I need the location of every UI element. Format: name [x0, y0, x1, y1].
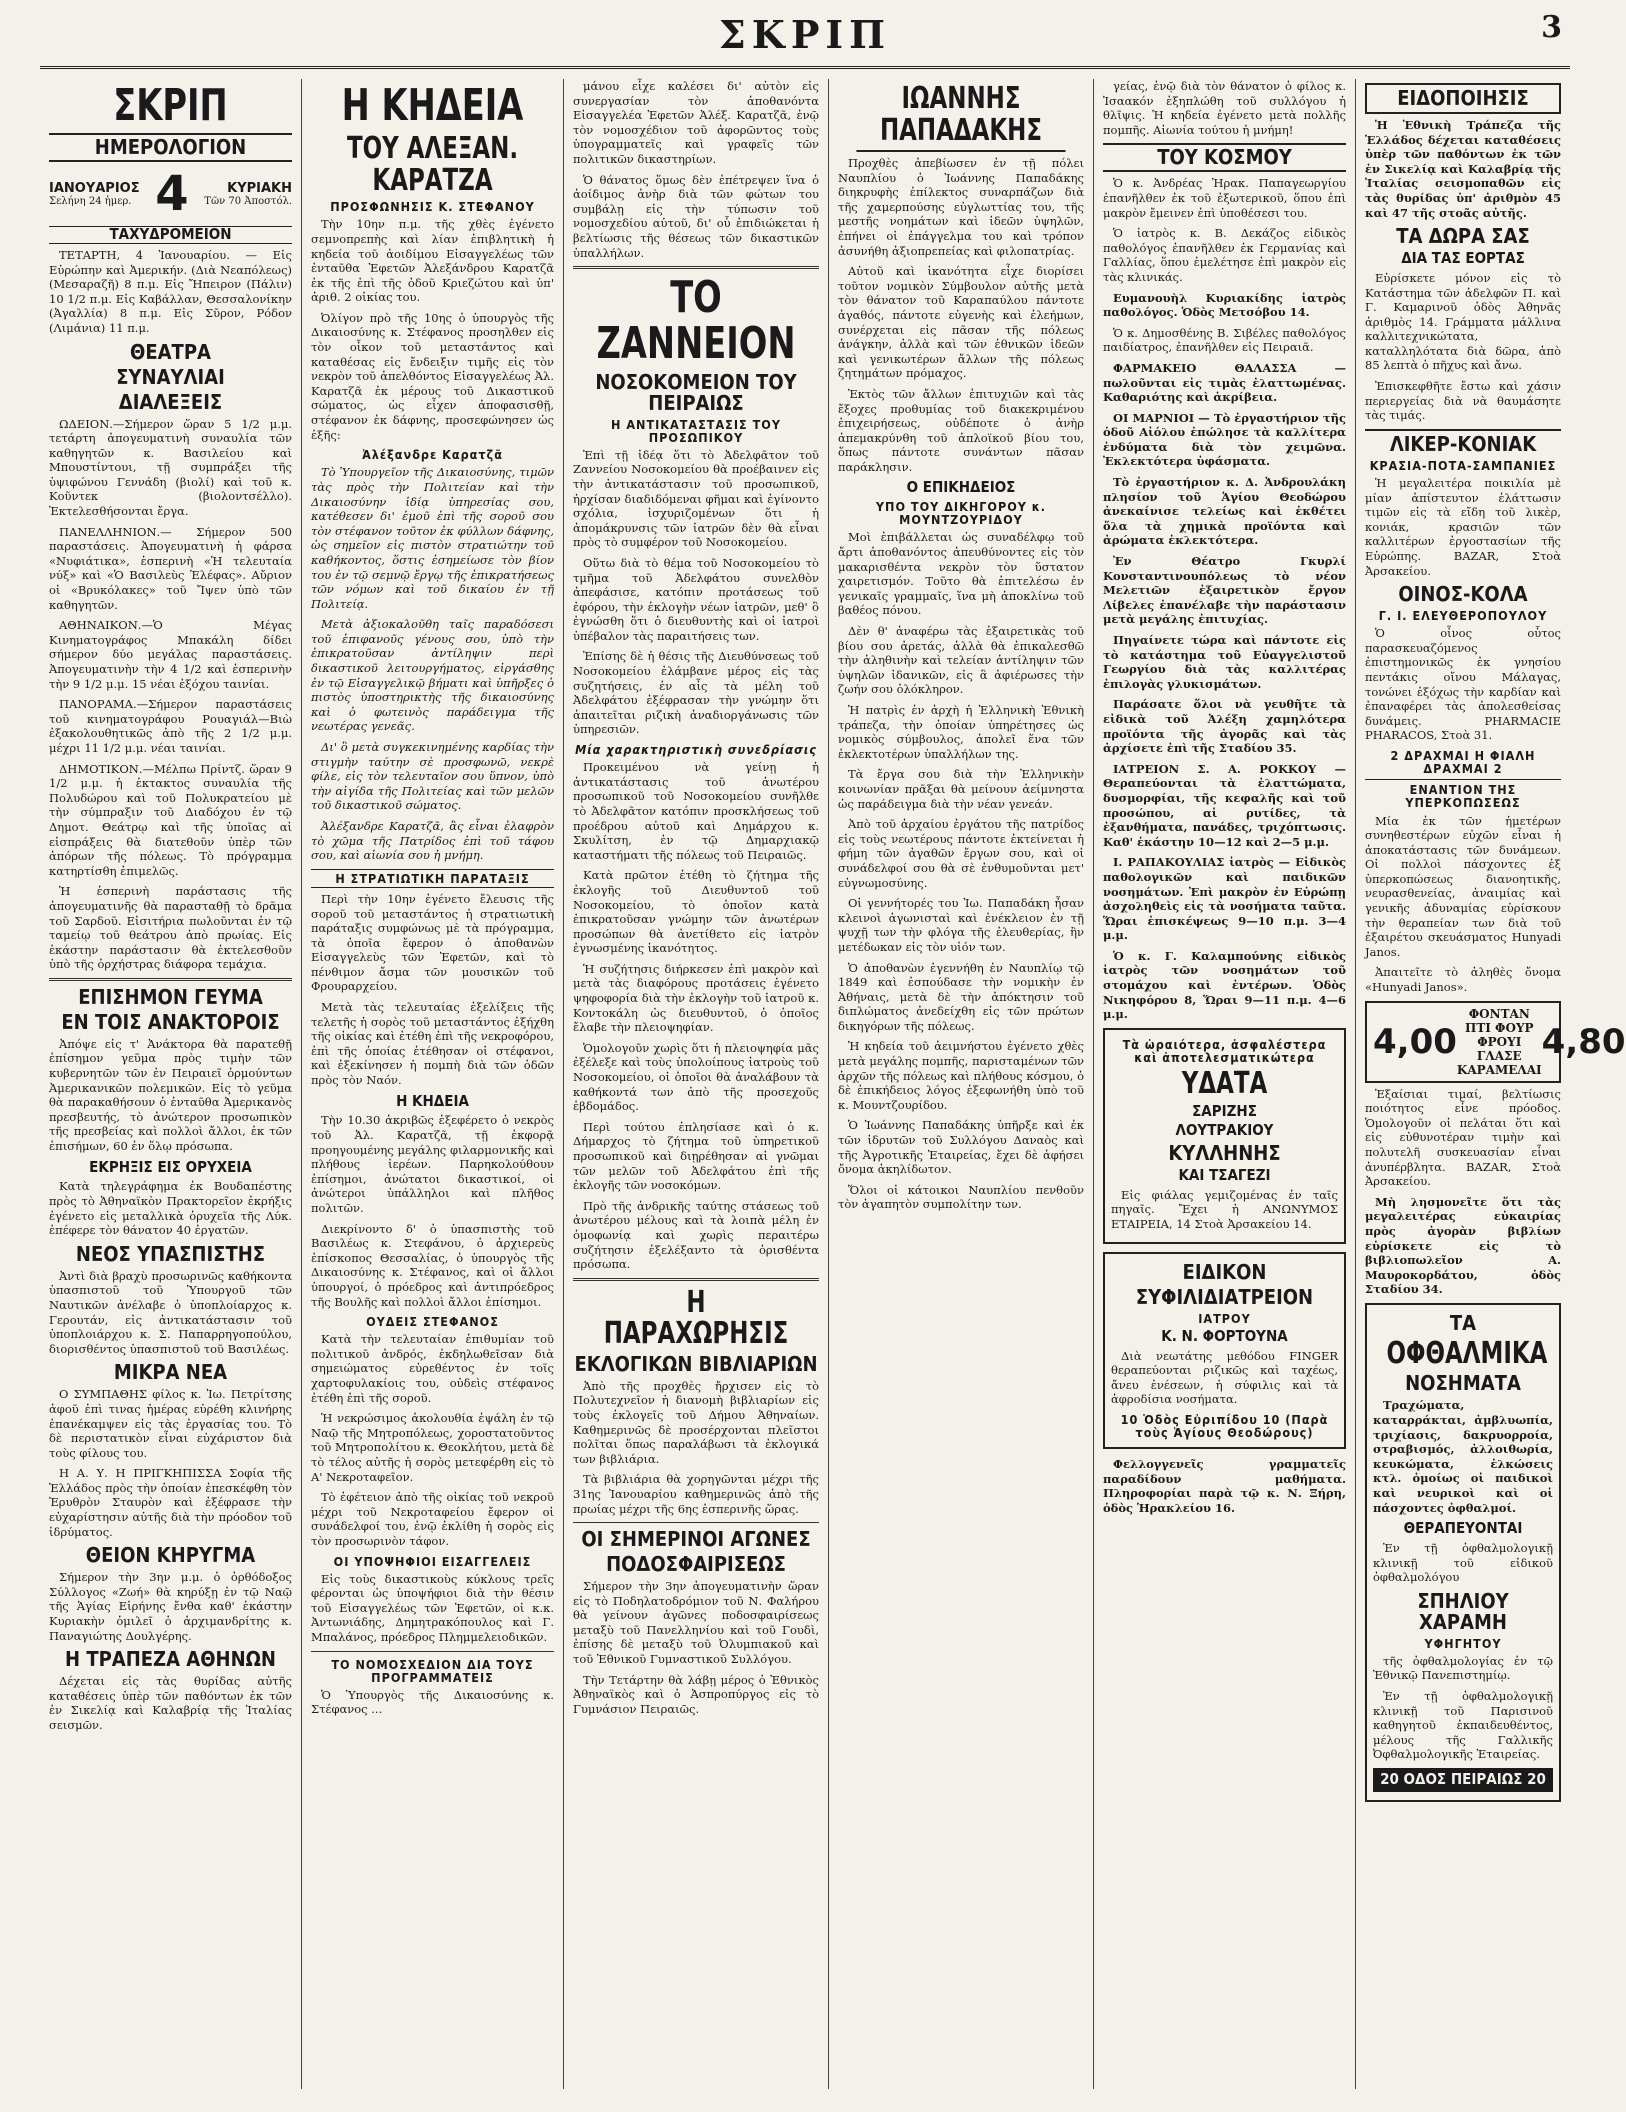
article-text: Η Α. Υ. Η ΠΡΙΓΚΗΠΙΣΣΑ Σοφία τῆς Ἑλλάδος πρὸς τὴν ὁποίαν ἐπεσκέφθη τὸν Ἐρυθρὸν Σταυρὸν καὶ ἐξέφρασε τὴν εὐχαρίστησιν αὐτῆς διὰ τὴν πρόοδον τοῦ ἱδρύματος. [49, 1466, 292, 1539]
dinner-heading: ΕΠΙΣΗΜΟΝ ΓΕΥΜΑ [78, 984, 263, 1009]
article-text: Περὶ τούτου ἐπλησίασε καὶ ὁ κ. Δήμαρχος τὸ ζήτημα τοῦ ὑπηρετικοῦ προσωπικοῦ καὶ διῃρέθησαν αἱ γνῶμαι τῶν μελῶν τοῦ Ἀδελφάτου ἐπὶ τῆς ἐκλογῆς τῶν νοσοκόμων. [573, 1119, 819, 1193]
column-6 [1356, 79, 1626, 2089]
ballots-headline-2: ΕΚΛΟΓΙΚΩΝ ΒΙΒΛΙΑΡΙΩΝ [574, 1351, 818, 1376]
eye-ad-text: Τραχώματα, καταρράκται, ἀμβλυωπία, τριχίασις, δακρυορροία, στραβισμός, ἀλλοιθωρία, κευκώματα, ἐλκώσεις κτλ. ὁμοίως οἱ παιδικοὶ καὶ νευρικοὶ καὶ οἱ πάσχοντες ὀφθαλμοί. [1373, 1398, 1553, 1515]
article-text: Τὸ Ὑπουργεῖον τῆς Δικαιοσύνης, τιμῶν τὰς πρὸς τὴν Πολιτείαν καὶ τὴν Δικαιοσύνην ἰδίᾳ ὑπηρεσίας σου, κατέθεσεν δι' ἐμοῦ ἐπὶ τῆς σοροῦ σου τὸν στέφανον τοῦτον ἐκ φύλλων δάφνης, ὡς σημεῖον εἰς πιστὸν στρατιώτην τοῦ καθήκοντος, ὅστις ἐσημείωσε τὸν βίον του ἐν τῷ σεμνῷ ἔργῳ τῆς ἐπικρατήσεως τῶν νόμων καὶ τοῦ δικαίου ἐν τῇ Πολιτείᾳ. [311, 465, 554, 611]
calendar-moon: Σελήνη 24 ἡμερ. [49, 196, 132, 208]
price-label: ΦΟΝΤΑΝ [1468, 1006, 1530, 1021]
article-text: Ἡ Ἐθνικὴ Τράπεζα τῆς Ἑλλάδος δέχεται καταθέσεις ὑπὲρ τῶν παθόντων ἐκ τῶν ἐν Σικελίᾳ καὶ Καλαβρίᾳ τῆς Ἰταλίας σεισμοπαθῶν εἰς τὰς θυρίδας ὑπ' ἀριθμὸν 45 καὶ 47 τῆς στοᾶς αὐτῆς. [1365, 118, 1561, 220]
clinic-doctor: Κ. Ν. ΦΟΡΤΟΥΝΑ [1161, 1326, 1288, 1345]
article-text: Ὁ ἰατρὸς κ. Β. Δεκάζος εἰδικὸς παθολόγος ἐπανῆλθεν ἐκ Γερμανίας καὶ Γαλλίας, ὅπου ἐμελέτησε ἐπὶ μακρὸν εἰς τὰς κλινικάς. [1103, 226, 1346, 284]
ad-text: Ευμανουὴλ Κυριακίδης ἰατρὸς παθολόγος. Ὁδὸς Μετσόβου 14. [1103, 290, 1346, 320]
clinic-ad [1103, 1252, 1346, 1450]
column-5 [1094, 79, 1356, 2089]
price-label: ΦΡΟΥΙ ΓΛΑΣΕ [1476, 1034, 1522, 1063]
price-labels [1457, 1007, 1542, 1077]
theatre-heading: ΘΕΑΤΡΑ [130, 339, 211, 364]
article-text: Μετὰ τὰς τελευταίας ἐξελίξεις τῆς τελετῆς ἡ σορὸς τοῦ μεταστάντος ἐξήχθη τῆς οἰκίας καὶ ἐτέθη ἐπὶ τῆς νεκροφόρου, ἐπὶ τῆς ὁποίας ἐτέθησαν οἱ στέφανοι, καὶ ἐξεκίνησεν ἡ πομπὴ διὰ τῶν ὁδῶν πρὸς τὸν Ναόν. [311, 1000, 554, 1088]
columns [40, 79, 1626, 2089]
article-text: Ἀλέξανδρε Καρατζᾶ, ἂς εἶναι ἐλαφρὸν τὸ χῶμα τῆς Πατρίδος ἐπὶ τοῦ τάφου σου, καὶ αἰωνία σου ἡ μνήμη. [311, 819, 554, 863]
article-text: Ὀλίγον πρὸ τῆς 10ης ὁ ὑπουργὸς τῆς Δικαιοσύνης κ. Στέφανος προσηλθεν εἰς τὸν οἶκον τοῦ μεταστάντος καὶ καταθέσας εἰς ἔνδειξιν τιμῆς εἰς τὸν νεκρὸν τοῦ ἀπελθόντος Εἰσαγγελέως Ἀλ. Καρατζᾶ ἐκ μέρους τοῦ Δικαστικοῦ σώματος, ὡς εἶχεν ἀποφασισθῇ, στέφανον ἐκ δάφνης, προσεφώνησεν ὡς ἑξῆς: [311, 310, 554, 442]
article-text: Ἀπαιτεῖτε τὸ ἀληθὲς ὄνομα «Hunyadi Janos». [1365, 965, 1561, 995]
article-text: Ἡ ἑσπερινὴ παράστασις τῆς ἀπογευματινῆς θὰ παρασταθῇ τὸ δρᾶμα τοῦ Σαρδοῦ. Εἰσιτήρια πωλοῦνται ἐν τῷ ταμείῳ τοῦ θεάτρου ἀπὸ πρωίας. Εἰς ἑκάστην παράστασιν θὰ ἐκτελεσθοῦν ὑπὸ τῆς ὀρχήστρας διάφορα τεμάχια. [49, 884, 292, 972]
article-text: Αὐτοῦ καὶ ἱκανότητα εἶχε διορίσει τοῦτον νομικὸν Σύμβουλον αὐτῆς μετὰ τὸν θάνατον τοῦ Καραπαύλου πάντοτε ἀγαθός, πάντοτε εὐγενὴς καὶ ἐλεήμων, συνέρχεται εἰς πᾶσαν τῆς πόλεως ἀνάγκην, ἀλλὰ καὶ τῶν ἐθνικῶν ἰδεῶν καὶ γενικωτέρων ἄλλων τῆς πόλεως ζητημάτων πρόμαχος. [838, 264, 1084, 381]
article-text: Δὲν θ' ἀναφέρω τὰς ἐξαιρετικὰς τοῦ βίου σου ἀρετάς, ἀλλὰ θὰ ἐπικαλεσθῶ τὴν ἀληθινὴν καὶ τελείαν ἀντίληψιν τῶν ὑψηλῶν ἰδανικῶν, εἰς ἃ ἀφιέρωσες τὴν ζωήν σου ὁλόκληρον. [838, 624, 1084, 697]
article-text: Μία ἐκ τῶν ἡμετέρων συνηθεστέρων εὐχῶν εἶναι ἡ ἀποκατάστασις τῶν δυνάμεων. Οἱ πολλοὶ πάσχοντες ἐξ ὑπερκοπώσεως διανοητικῆς, νευρασθενείας, ἀναιμίας καὶ γενικῆς ἀδυναμίας εὑρίσκουν τὴν θεραπείαν των διὰ τοῦ ἐξαιρέτου σκευάσματος Hunyadi Janos. [1365, 813, 1561, 959]
article-text: Τὴν Τετάρτην θὰ λάβῃ μέρος ὁ Ἐθνικὸς Ἀθηναϊκὸς καὶ ὁ Ἀσπροπύργος εἰς τὸ Γυμνάσιον Πειραιῶς. [573, 1672, 819, 1716]
hospital-headline: ΤΟ ΖΑΝΝΕΙΟΝ [596, 272, 796, 370]
hospital-subheadline: Η ΑΝΤΙΚΑΤΑΣΤΑΣΙΣ ΤΟΥ ΠΡΟΣΩΠΙΚΟΥ [611, 416, 781, 445]
column-1 [40, 79, 302, 2089]
ad-text: Πηγαίνετε τώρα καὶ πάντοτε εἰς τὸ κατάστημα τοῦ Εὐαγγελιστοῦ Γεωργίου διὰ τὰς καλλιτέρας ἐπιλογὰς γλυκισμάτων. [1103, 633, 1346, 691]
news-heading: ΜΙΚΡΑ ΝΕΑ [113, 1360, 228, 1385]
article-text: Ὁ κ. Δημοσθένης Β. Σιβέλες παθολόγος παιδίατρος, ἐπανῆλθεν εἰς Πειραιᾶ. [1103, 325, 1346, 355]
article-text: Περὶ τὴν 10ην ἐγένετο ἔλευσις τῆς σοροῦ τοῦ μεταστάντος ἡ στρατιωτικὴ παράταξις συμφώνως μὲ τὰ πρόγραμμα, τὰ ὁποῖα ἔφερον ὁ ἀποθανὼν Εἰσαγγελεὺς τῶν Ἐφετῶν, καὶ τὸ πένθιμον ἄσμα τῶν μουσικῶν τοῦ Φρουραρχείου. [311, 891, 554, 994]
column-2 [302, 79, 564, 2089]
article-text: Προκειμένου νὰ γείνῃ ἡ ἀντικατάστασις τοῦ ἀνωτέρου προσωπικοῦ τοῦ Νοσοκομείου συνῆλθε τὸ Ἀδελφᾶτον κατόπιν προσκλήσεως τοῦ προέδρου αὐτοῦ καὶ Δημάρχου κ. Σκυλίτση, ἐν τῷ Δημαρχιακῷ καταστήματι τῆς πόλεως τοῦ Πειραιῶς. [573, 760, 819, 862]
price-label: ΠΤΙ ΦΟΥΡ [1464, 1020, 1534, 1035]
liqueur-subheading: ΚΡΑΣΙΑ-ΠΟΤΑ-ΣΑΜΠΑΝΙΕΣ [1369, 457, 1557, 473]
article-text: Ἡ κηδεία τοῦ ἀειμνήστου ἐγένετο χθὲς μετὰ μεγάλης πομπῆς, παρισταμένων τῶν ἀρχῶν τῆς πόλεως καὶ πλήθους κόσμου, ὁ δὲ ἐπικήδειος λόγος ἐξεφωνήθη ὑπὸ τοῦ κ. Μουντζουρίδου. [838, 1039, 1084, 1112]
eye-ad-heading: ΤΑ [1449, 1310, 1477, 1335]
article-text: γείας, ἐνῷ διὰ τὸν θάνατον ὁ φίλος κ. Ἰσαακόν ἐξηπλώθη τοῦ συλλόγου ἡ θλῖψις. Ἡ κηδεία ἐγένετο μετὰ πολλῆς πομπῆς. Αἰωνία τούτου ἡ μνήμη! [1103, 79, 1346, 137]
eye-ad-address: 20 ΟΔΟΣ ΠΕΙΡΑΙΩΣ 20 [1373, 1768, 1553, 1792]
clinic-address: 10 Ὁδὸς Εὐριπίδου 10 (Παρὰ τοὺς Ἁγίους Θεοδώρους) [1120, 1411, 1329, 1440]
article-text: ΩΔΕΙΟΝ.—Σήμερον ὥραν 5 1/2 μ.μ. τετάρτη ἀπογευματινὴ συναυλία τῶν καθηγητῶν κ. Βασιλείου καὶ Μπουστίντουι, τῇ συμπράξει τῆς ὑψιφώνου Γεννάδη (βιολί) καὶ τοῦ κ. Κοῦντεκ (βιολοντσέλλο). Ἐκτελεσθήσονται ἔργα. [49, 416, 292, 519]
article-text: ΠΑΝΕΛΛΗΝΙΟΝ.— Σήμερον 500 παραστάσεις. Ἀπογευματινὴ ἡ φάρσα «Νυφιάτικα», ἑσπερινὴ «Ἡ τελευταία νύξ» καὶ «Ὁ Βασιλεὺς Ἐλέφας». Αὔριον οἱ «Βρυκόλακες» τοῦ Ἴψεν ὑπὸ τῶν καθηγητῶν. [49, 524, 292, 612]
waters-name: ΚΑΙ ΤΣΑΓΕΖΙ [1178, 1166, 1271, 1185]
dinner-heading-2: ΕΝ ΤΟΙΣ ΑΝΑΚΤΟΡΟΙΣ [61, 1009, 280, 1034]
article-text: Ὅλοι οἱ κάτοικοι Ναυπλίου πενθοῦν τὸν ἀγαπητὸν συμπολίτην των. [838, 1182, 1084, 1212]
funeral-subheadline: ΠΡΟΣΦΩΝΗΣΙΣ Κ. ΣΤΕΦΑΝΟΥ [330, 199, 535, 215]
lectures-heading: ΔΙΑΛΕΞΕΙΣ [118, 389, 223, 414]
obituary-headline: ΙΩΑΝΝΗΣ ΠΑΠΑΔΑΚΗΣ [856, 83, 1065, 152]
article-text: Πρὸ τῆς ἀνδρικῆς ταύτης στάσεως τοῦ ἀνωτέρου μέλους καὶ τὰ λοιπὰ μέλη ἐν ὁμοφωνίᾳ καὶ χωρὶς περαιτέρω συζήτησιν ἐξελέξαντο τὰ ὁρισθέντα πρόσωπα. [573, 1198, 819, 1272]
eye-ad-text: Ἐν τῇ ὀφθαλμολογικῇ κλινικῇ τοῦ Παρισινοῦ καθηγητοῦ ἐκπαιδευθέντος, μέλους τῆς Γαλλικῆς Ὀφθαλμολογικῆς Ἑταιρείας. [1373, 1689, 1553, 1762]
page-number: 3 [1541, 10, 1562, 45]
article-text: Ἐπίσης δὲ ἡ θέσις τῆς Διευθύνσεως τοῦ Νοσοκομείου ἐλάμβανε μέρος εἰς τὰς συζητήσεις, ἐν αἷς τὰ μέλη τοῦ Ἀδελφάτου ἐξέφρασαν τὴν γνώμην ὅτι ἀπαιτεῖται ριζικὴ ἀναδιοργάνωσις τῶν ὑπηρεσιῶν. [573, 649, 819, 737]
article-text: Σήμερον τὴν 3ην μ.μ. ὁ ὀρθόδοξος Σύλλογος «Ζωή» θὰ κηρύξῃ ἐν τῷ Ναῷ τῆς Ἁγίας Εἰρήνης ἔνθα καθ' ἑκάστην Κυριακὴν ὁμιλεῖ ὁ ἀρχιμανδρίτης κ. Παναγιώτης Δουλγέρης. [49, 1570, 292, 1643]
divider [573, 1278, 819, 1281]
ad-text: ΟΙ ΜΑΡΝΙΟΙ — Τὸ ἐργαστήριον τῆς ὁδοῦ Αἰόλου ἐπώλησε τὰ καλλίτερα ἐνδύματα διὰ τὸν χειμῶνα. Ἐκλεκτότερα ὑφάσματα. [1103, 410, 1346, 469]
mine-heading: ΕΚΡΗΞΙΣ ΕΙΣ ΟΡΥΧΕΙΑ [89, 1157, 252, 1176]
price-left: 4,00 [1373, 1021, 1457, 1062]
bank-heading: Η ΤΡΑΠΕΖΑ ΑΘΗΝΩΝ [65, 1647, 276, 1672]
eye-ad-text: τῆς ὀφθαλμολογίας ἐν τῷ Ἐθνικῷ Πανεπιστημίῳ. [1373, 1653, 1553, 1683]
article-text: Οὕτω διὰ τὸ θέμα τοῦ Νοσοκομείου τὸ τμῆμα τοῦ Ἀδελφάτου συνελθὸν ἀπεφάσισε, κατόπιν προτάσεως τοῦ ἐφόρου, τὴν ἐκλογὴν νέων ἰατρῶν, μεθ' ὃ ἐγνώσθη ὅτι ὁ διευθυντὴς καὶ οἱ ἰατροὶ ὑπέβαλον τὰς παραιτήσεις των. [573, 555, 819, 643]
article-text: Ὁ οἶνος οὗτος παρασκευαζόμενος ἐπιστημονικῶς ἐκ γνησίου πεντάκις οἴνου Μάλαγας, τονώνει ἐξόχως τὴν καρδίαν καὶ ἐπαναφέρει τὰς ἀπολεσθείσας δυνάμεις. PHARMACIE PHARACOS, Στοὰ 31. [1365, 626, 1561, 743]
article-text: Ἀντὶ διὰ βραχὺ προσωρινῶς καθήκοντα ὑπασπιστοῦ τοῦ Ὑπουργοῦ τῶν Ναυτικῶν ἀνέλαβε ὁ ὑποπλοίαρχος κ. Γερουτάν, εἰς ἀντικατάστασιν τοῦ ὑποπλοιάρχου κ. Σ. Παπαρρηγοπούλου, διορισθέντος ὑπασπιστοῦ τοῦ Βασιλέως. [49, 1268, 292, 1356]
article-text: Εἰς τοὺς δικαστικοὺς κύκλους τρεῖς φέρονται ὡς ὑποψήφιοι διὰ τὴν θέσιν τοῦ Εἰσαγγελέως τῶν Ἐφετῶν, οἱ κ.κ. Ἀντωνιάδης, Δημητρακόπουλος καὶ Γ. Μπαλάνος, πρόεδρος Πλημμελειοδικῶν. [311, 1571, 554, 1645]
article-text: Ὁ Ἰωάννης Παπαδάκης ὑπῆρξε καὶ ἐκ τῶν ἱδρυτῶν τοῦ Συλλόγου Δαναὸς καὶ τῆς Ἀγροτικῆς Ἑταιρείας, ἔχει δὲ ἀφήσει ὄνομα ἀκηλίδωτον. [838, 1118, 1084, 1177]
ad-text: Παράσατε ὅλοι νὰ γευθῆτε τὰ εἰδικὰ τοῦ Ἀλέξη χαμηλότερα προϊόντα τῆς ἀγορᾶς καὶ τὰς ἀρχίσετε ἐπὶ τῆς Σταδίου 35. [1103, 697, 1346, 756]
meeting-subheading: Μία χαρακτηριστικὴ συνεδρίασις [575, 742, 817, 758]
article-text: Κατὰ πρῶτον ἐτέθη τὸ ζήτημα τῆς ἐκλογῆς τοῦ Διευθυντοῦ τοῦ Νοσοκομείου, τὸ ὁποῖον κατὰ ἐπικρατοῦσαν γνώμην τῶν ἀνωτέρων προσώπων θὰ ἀνετίθετο εἰς ἰατρὸν ἐγνωσμένης ἱκανότητος. [573, 868, 819, 956]
ad-text: ΙΑΤΡΕΙΟΝ Σ. Α. ΡΟΚΚΟΥ — Θεραπεύονται τὰ ἐλαττώματα, δυσμορφίαι, τῆς κεφαλῆς καὶ τοῦ προσώπου, αἱ ρυτίδες, τὰ ἐξανθήματα, πανάδες, τριχόπτωσις. Καθ' ἑκάστην 10—12 καὶ 2—5 μ.μ. [1103, 761, 1346, 849]
article-text: Ὁ θάνατος ὅμως δὲν ἐπέτρεψεν ἵνα ὁ ἀοίδιμος ἀνὴρ διὰ τῶν φώτων του συμβάλῃ εἰς τὴν τύπωσιν τοῦ νομοσχεδίου αὐτοῦ, δι' οὗ ἐπιδιώκεται ἡ βελτίωσις τῆς θέσεως τῶν δικαστικῶν ὑπαλλήλων. [573, 172, 819, 260]
divider [573, 1522, 819, 1523]
gifts-heading: ΤΑ ΔΩΡΑ ΣΑΣ [1396, 224, 1530, 249]
waters-name: ΛΟΥΤΡΑΚΙΟΥ [1175, 1121, 1274, 1140]
article-text: Ἐπισκεφθῆτε ἔστω καὶ χάσιν περιεργείας διὰ νὰ θαυμάσητε τὰς τιμάς. [1365, 379, 1561, 423]
clinic-text: Διὰ νεωτάτης μεθόδου FINGER θεραπεύονται ριζικῶς καὶ ταχέως, ἄνευ ἐνέσεων, ἡ σύφιλις καὶ τὰ ἀφροδίσια νοσήματα. [1111, 1348, 1338, 1407]
gifts-subheading: ΔΙΑ ΤΑΣ ΕΟΡΤΑΣ [1401, 249, 1525, 268]
ad-text: Ἐν Θέατρο Γκυρλί Κονσταντινουπόλεως τὸ νέον Μελετιῶν ἐξαιρετικὸν ἔργον Λίβελες ἐπανέλαβε τὴν παράστασιν μετὰ μεγάλης ἐπιτυχίας. [1103, 554, 1346, 627]
funeral-headline-2: ΤΟΥ ΑΛΕΞΑΝ. ΚΑΡΑΤΖΑ [346, 131, 519, 198]
bill-heading: ΤΟ ΝΟΜΟΣΧΕΔΙΟΝ ΔΙΑ ΤΟΥΣ ΠΡΟΓΡΑΜΜΑΤΕΙΣ [331, 1656, 534, 1685]
sweets-ad [1365, 1001, 1626, 1083]
football-headline-2: ΠΟΔΟΣΦΑΙΡΙΣΕΩΣ [606, 1552, 786, 1577]
article-text: Μοὶ ἐπιβάλλεται ὡς συναδέλφῳ τοῦ ἄρτι ἀποθανόντος ἀπευθύνοντες εἰς τὸν μακαρισθέντα νεκρὸν τὸν ὕστατον χαιρετισμόν. Τοῦτο θὰ ἐπιτελέσω ἐν γενικαῖς γραμμαῖς, ἵνα μὴ ἀποκλίνω τοῦ βαθέος πόνου. [838, 530, 1084, 618]
article-text: Ἐπὶ τῇ ἰδέᾳ ὅτι τὸ Ἀδελφᾶτον τοῦ Ζαννείου Νοσοκομείου θὰ προέβαινεν εἰς τὴν ἀντικατάστασιν τοῦ προσωπικοῦ, ἠρχίσαν διαδιδόμεναι φῆμαι καὶ ἐγίνοντο σχόλια, ἰσχυριζομένων ὅτι ἡ ἀπομάκρυνσις τῶν ἰατρῶν δὲν θὰ εἶναι πρὸς τὸ συμφέρον τοῦ Νοσοκομείου. [573, 447, 819, 550]
article-text: Μετὰ ἀξιοκαλοῦθη ταῖς παραδόσεσι τοῦ ἐπιφανοῦς γένους σου, ὑπὸ τὴν ἐπικρατοῦσαν ἀντίληψιν περὶ δικαστικοῦ λειτουργήματος, εἰργάσθης ἐν τῷ Εἰσαγγελικῷ βήματι καὶ ὑπῆρξες ὁ πιστὸς ὑποστηρικτὴς τῆς δικαιοσύνης καὶ ὁ φωτεινὸς παράδειγμα τῆς νεωτέρας γενεᾶς. [311, 617, 554, 734]
column-3 [564, 79, 829, 2089]
liqueur-heading: ΛΙΚΕΡ-ΚΟΝΙΑΚ [1365, 429, 1561, 455]
article-text: Ὁ κ. Ἀνδρέας Ἠρακ. Παπαγεωργίου ἐπανῆλθεν ἐκ τοῦ ἐξωτερικοῦ, ὅπου ἐπὶ μακρὸν ἔμεινεν ἐπὶ ὑποθέσεσι του. [1103, 176, 1346, 220]
calendar-month: ΙΑΝΟΥΑΡΙΟΣ [49, 181, 140, 197]
wine-subheading: Γ. Ι. ΕΛΕΥΘΕΡΟΠΟΥΛΟΥ [1378, 608, 1548, 624]
clinic-heading-2: ΣΥΦΙΛΙΔΙΑΤΡΕΙΟΝ [1135, 1284, 1314, 1309]
article-text: μάνου εἶχε καλέσει δι' αὐτὸν εἰς συνεργασίαν τὸν ἀποθανόντα Εἰσαγγελέα Ἐφετῶν Ἀλέξ. Καρατζᾶ, ἐνῷ τὸν νομοσχέδιον τοῦ ἀφορῶντος τοὺς ὑπογραμματεῖς καὶ γραφεῖς τῶν πολιτικῶν δικαστηρίων. [573, 79, 819, 166]
no-wreath-heading: ΟΥΔΕΙΣ ΣΤΕΦΑΝΟΣ [366, 1314, 499, 1330]
wine-heading: ΟΙΝΟΣ-ΚΟΛΑ [1398, 582, 1528, 607]
waters-lead: Τὰ ὡραιότερα, ἀσφαλέστερα καὶ ἀποτελεσματικώτερα [1122, 1036, 1327, 1065]
clinic-subheading: ΙΑΤΡΟΥ [1198, 1310, 1251, 1326]
article-text: Εὑρίσκετε μόνον εἰς τὸ Κατάστημα τῶν ἀδελφῶν Π. καὶ Γ. Καμαρινοῦ ὁδὸς Ἀθηνᾶς ἀριθμὸς 14. Γράμματα μάλλινα καλλιτεχνικώτατα, καταλληλότατα διὰ δῶρα, ἀπὸ 85 λεπτὰ ὁ πῆχυς καὶ ἄνω. [1365, 270, 1561, 373]
article-text: Ο ΣΥΜΠΑΘΗΣ φίλος κ. Ἰω. Πετρίτσης ἀφοῦ ἐπὶ τινας ἡμέρας εὑρέθη κλινήρης ἐπανέκαμψεν εἰς τὰς ἐργασίας του. Τὸ δὲ περιστατικὸν εἶναι εὐχάριστον διὰ τοὺς φίλους του. [49, 1387, 292, 1460]
concerts-heading: ΣΥΝΑΥΛΙΑΙ [116, 364, 225, 389]
football-headline: ΟΙ ΣΗΜΕΡΙΝΟΙ ΑΓΩΝΕΣ [581, 1527, 811, 1552]
column-title: ΣΚΡΙΠ [113, 80, 228, 131]
article-text: Ἡ μεγαλειτέρα ποικιλία μὲ μίαν ἀπίστευτον ἐλάττωσιν τιμῶν εἰς τὰ εἴδη τοῦ λικὲρ, κονιάκ, κρασιῶν τῶν καλλιτέρων ἐργοστασίων τῆς Εὐρώπης. BAZAR, Στοὰ Ἀρσακείου. [1365, 475, 1561, 578]
article-text: Τὴν 10.30 ἀκριβῶς ἐξεφέρετο ὁ νεκρὸς τοῦ Ἀλ. Καρατζᾶ, τῇ ἐκφορᾷ προηγουμένης μεγάλης φιλαρμονικῆς καὶ πλήθους ἱερέων. Παρηκολούθουν ἐπίσημοι, ἀνώτατοι δικαστικοί, οἱ ἀνώτεροι ὑπάλληλοι καὶ πλῆθος πολιτῶν. [311, 1113, 554, 1215]
ad-text: ΦΑΡΜΑΚΕΙΟ ΘΑΛΑΣΣΑ — πωλοῦνται εἰς τιμὰς ἐλαττωμένας. Καθαριότης καὶ ἀκρίβεια. [1103, 360, 1346, 405]
price-label: ΚΑΡΑΜΕΛΑΙ [1456, 1062, 1542, 1077]
waters-headline: ΥΔΑΤΑ [1181, 1066, 1268, 1102]
article-text: Τὰ ἔργα σου διὰ τὴν Ἐλληνικὴν κοινωνίαν πρᾶξαι θὰ μείνουν ἀείμνηστα ὡς παράδειγμα διὰ τὴν νέαν γενεάν. [838, 767, 1084, 811]
quote-heading: Ἀλέξανδρε Καρατζᾶ [362, 447, 503, 463]
waters-name: ΚΥΛΛΗΝΗΣ [1168, 1141, 1281, 1166]
article-text: Προχθὲς ἀπεβίωσεν ἐν τῇ πόλει Ναυπλίου ὁ Ἰωάννης Παπαδάκης διηκρυφὴς ἐπίλεκτος συναρπάζων διὰ τῆς χαμερπούσης εὐγλωττίας του, τῆς μεστῆς νοημάτων καὶ ἰδεῶν ὑψηλῶν, ἐπήνει οἱ ἐπάγγελμα του καὶ τρόπον ἀσυνήθη ἀξιοπρεπείας καὶ φιλοπατρίας. [838, 156, 1084, 258]
funeral-subheading: Η ΚΗΔΕΙΑ [396, 1091, 469, 1110]
notice-heading: ΕΙΔΟΠΟΙΗΣΙΣ [1365, 83, 1561, 114]
waters-ad [1103, 1028, 1346, 1244]
masthead [40, 8, 1570, 69]
article-text: Ὁ Ὑπουργὸς τῆς Δικαιοσύνης κ. Στέφανος ... [311, 1687, 554, 1717]
article-text: Ἐξαίσιαι τιμαί, βελτίωσις ποιότητος εἶνε πρόοδος. Ὁμολογοῦν οἱ πελάται ὅτι καὶ εἰς εὐθυνοτέραν τιμὴν καὶ πολυτελῆ συσκευασίαν εἶναι ἀνυπέρβλητα. BAZAR, Στοὰ Ἀρσακείου. [1365, 1086, 1561, 1189]
article-text: Δι' ὃ μετὰ συγκεκινημένης καρδίας τὴν στιγμὴν ταύτην σὲ προσφωνῶ, νεκρὲ φίλε, εἰς τὸν τελευταῖον σου ὕπνον, ὑπὸ τὴν αἰγίδα τῆς Πολιτείας καὶ τῶν μελῶν τοῦ δικαστικοῦ σώματος. [311, 740, 554, 813]
article-text: Ὁ ἀποθανὼν ἐγεννήθη ἐν Ναυπλίῳ τῷ 1849 καὶ ἐσπούδασε τὴν νομικὴν ἐν Ἀθήναις, μετὰ δὲ τὴν ἀπόκτησιν τοῦ διπλώματος ἀνεδείχθη εἰς τῶν πρώτων δικηγόρων τῆς πόλεως. [838, 960, 1084, 1033]
eye-clinic-ad [1365, 1303, 1561, 1802]
wine-price: 2 ΔΡΑΧΜΑΙ Η ΦΙΑΛΗ ΔΡΑΧΜΑΙ 2 [1390, 748, 1536, 777]
waters-text: Εἰς φιάλας γεμιζομένας ἐν ταῖς πηγαῖς. Ἔχει ἡ ΑΝΩΝΥΜΟΣ ΕΤΑΙΡΕΙΑ, 14 Στοὰ Ἀρσακείου 14. [1111, 1187, 1338, 1232]
article-text: ΑΘΗΝΑΙΚΟΝ.—Ὁ Μέγας Κινηματογράφος Μπακάλη δίδει σήμερον δύο μεγάλας παραστάσεις. Ἀπογευματινὴν τὴν 4 1/2 καὶ ἑσπερινὴν τὴν 9 1/2 μ.μ. 15 νέαι ἐξόχου ταινίαι. [49, 618, 292, 691]
calendar-date [49, 166, 292, 222]
eulogy-heading: Ο ΕΠΙΚΗΔΕΙΟΣ [906, 478, 1016, 497]
article-text: ΠΑΝΟΡΑΜΑ.—Σήμερον παραστάσεις τοῦ κινηματογράφου Ρουαγιάλ—Βιὼ ἐξακολουθητικῶς ἀπὸ τῆς 2 1/2 μ.μ. μέχρι 11 1/2 μ.μ. νέαι ταινίαι. [49, 697, 292, 755]
article-text: Ἀπόψε εἰς τ' Ἀνάκτορα θὰ παρατεθῇ ἐπίσημον γεῦμα πρὸς τιμὴν τῶν κυβερνητῶν τῶν ἐν Πειραιεῖ ὁρμούντων Ἀμερικανικῶν πολεμικῶν. Εἰς τὸ γεῦμα θὰ παρακαθήσουν ὁ ἐνταῦθα Ἀμερικανὸς πρεσβευτής, τὸ ἀνώτερον προσωπικὸν τῆς πρεσβείας καὶ πολλοὶ ἄλλοι, ἐκ τῶν ἐπισήμων, 60 ἐν ὅλῳ πρόσωπα. [49, 1036, 292, 1154]
article-text: Ἐκτὸς τῶν ἄλλων ἐπιτυχιῶν καὶ τὰς ἔξοχες προθυμίας τοῦ διακεκριμένου ἐπιχειρήσεως, οὐδέποτε ὁ ἀνὴρ ἀπεμακρύνθη τοῦ ἀπλοϊκοῦ βίου του, ὅπως πάντοτε συνάντων πᾶσαν παράκλησιν. [838, 386, 1084, 474]
article-text: Τὸ ἐφέτειον ἀπὸ τῆς οἰκίας τοῦ νεκροῦ μέχρι τοῦ Νεκροταφείου ἔφερον οἱ συνάδελφοί του, ἐνῷ ἐκλίθη ἡ σορὸς εἰς τὸν προσωρινὸν τάφον. [311, 1490, 554, 1548]
article-text: Ἡ συζήτησις διήρκεσεν ἐπὶ μακρὸν καὶ μετὰ τὰς διαφόρους προτάσεις ἐγένετο ψηφοφορία διὰ τὴν ἐκλογὴν τοῦ ἰατροῦ κ. Κοντοκάλη ὡς διευθυντοῦ, ὁ ὁποῖος ἔλαβε τὴν πλειοψηφίαν. [573, 961, 819, 1035]
article-text: Διεκρίνοντο δ' ὁ ὑπασπιστὴς τοῦ Βασιλέως κ. Στεφάνου, ὁ ἀρχιερεὺς ἐπίσκοπος Θεσσαλίας, ὁ ὑπουργὸς τῆς Δικαιοσύνης κ. Στέφανος, καὶ οἱ ἄλλοι ὑπουργοί, ὁ πρόεδρος καὶ ἀντιπρόεδρος τῆς Βουλῆς καὶ πολλοὶ ἄλλοι ἐπίσημοι. [311, 1221, 554, 1309]
eye-ad-text: Ἐν τῇ ὀφθαλμολογικῇ κλινικῇ τοῦ εἰδικοῦ ὀφθαλμολόγου [1373, 1540, 1553, 1585]
ad-text: Φελλογγενεῖς γραμματεῖς παραδίδουν μαθήματα. Πληροφορίαι παρὰ τῷ κ. Ν. Ξήρη, ὁδὸς Ἡρακλείου 16. [1103, 1457, 1346, 1515]
divider [49, 978, 292, 981]
hospital-headline-2: ΝΟΣΟΚΟΜΕΙΟΝ ΤΟΥ ΠΕΙΡΑΙΩΣ [595, 369, 797, 415]
eulogy-subheading: ΥΠΟ ΤΟΥ ΔΙΚΗΓΟΡΟΥ κ. ΜΟΥΝΤΖΟΥΡΙΔΟΥ [875, 499, 1047, 528]
eye-ad-cures: ΘΕΡΑΠΕΥΟΝΤΑΙ [1403, 1519, 1523, 1538]
article-text: Ἀπὸ τοῦ ἀρχαίου ἐργάτου τῆς πατρίδος εἰς τοὺς νεωτέρους πάντοτε ἐκτείνεται ἡ φήμη τῶν ἀγαθῶν ἔργων σου, καὶ οἱ συνάδελφοί σου θὰ σὲ ἐνθυμοῦνται μετ' εὐγνωμοσύνης. [838, 817, 1084, 890]
sermon-heading: ΘΕΙΟΝ ΚΗΡΥΓΜΑ [85, 1543, 256, 1568]
post-text: ΤΕΤΑΡΤΗ, 4 Ἰανουαρίου. — Εἰς Εὐρώπην καὶ Ἀμερικήν. (Διὰ Νεαπόλεως) (Μεσαραζῆ) 8 π.μ. Εἰς Ἤπειρον (Πάλιν) 10 1/2 π.μ. Εἰς Καβάλλαν, Θεσσαλονίκην (Ἀγαλλία) 8 π.μ. Εἰς Σῦρον, Ρόδον (Λιμάνια) 11 π.μ. [49, 247, 292, 335]
article-text: Ἀπὸ τῆς προχθὲς ἤρχισεν εἰς τὸ Πολυτεχνεῖον ἡ διανομὴ βιβλιαρίων εἰς τοὺς ἐκλογεῖς τοῦ Δήμου Ἀθηναίων. Καθημερινῶς δὲ προσέρχονται πλεῖστοι πολῖται ὅπως παραλάβωσι τὰ ἐκλογικά των βιβλιάρια. [573, 1378, 819, 1466]
clinic-heading: ΕΙΔΙΚΟΝ [1182, 1259, 1267, 1284]
military-heading: Η ΣΤΡΑΤΙΩΤΙΚΗ ΠΑΡΑΤΑΞΙΣ [311, 869, 554, 888]
article-text: Μὴ λησμονεῖτε ὅτι τὰς μεγαλειτέρας εὐκαιρίας πρὸς ἀγορὰν βιβλίων εὑρίσκετε εἰς τὸ βιβλιοπωλεῖον Α. Μαυροκορδάτου, ὁδὸς Σταδίου 34. [1365, 1194, 1561, 1297]
ballots-headline: Η ΠΑΡΑΧΩΡΗΣΙΣ [603, 1284, 789, 1352]
article-text: Ἡ νεκρώσιμος ἀκολουθία ἐψάλη ἐν τῷ Ναῷ τῆς Μητροπόλεως, χοροστατοῦντος τοῦ Μητροπολίτου κ. Θεοκλήτου, μετὰ δὲ τὸ τέλος αὐτῆς ἡ σορὸς μετεφέρθη εἰς τὸ Α' Νεκροταφεῖον. [311, 1411, 554, 1484]
sweets-prices [1373, 1006, 1626, 1077]
article-text: Ἡ πατρὶς ἐν ἀρχὴ ἡ Ἑλληνικὴ Ἐθνικὴ τράπεζα, τὴν ὁποίαν ὑπηρέτησες ὡς νομικὸς σύμβουλος, ἀπολεῖ ἕνα τῶν ἐκλεκτοτέρων ὑπαλλήλων της. [838, 703, 1084, 761]
waters-name: ΣΑΡΙΖΗΣ [1192, 1101, 1257, 1120]
article-text: Δέχεται εἰς τὰς θυρίδας αὐτῆς καταθέσεις ὑπὲρ τῶν παθόντων ἐκ τῶν ἐν Σικελίᾳ καὶ Καλαβρίᾳ τῆς Ἰταλίας σεισμῶν. [49, 1674, 292, 1732]
society-heading: ΤΟΥ ΚΟΣΜΟΥ [1103, 143, 1346, 172]
calendar-day-number: 4 [155, 166, 189, 223]
article-text: Σήμερον τὴν 3ην ἀπογευματινὴν ὥραν εἰς τὸ Ποδηλατοδρόμιον τοῦ Ν. Φαλήρου θὰ γείνουν ἀγῶνες ποδοσφαιρίσεως μεταξὺ τοῦ Πανελληνίου καὶ τοῦ Γουδὶ, ἐπίσης δὲ μεταξὺ τοῦ Ὀλυμπιακοῦ καὶ τοῦ Ἐθνικοῦ Γυμναστικοῦ Συλλόγου. [573, 1579, 819, 1667]
post-heading: ΤΑΧΥΔΡΟΜΕΙΟΝ [49, 226, 292, 244]
eye-ad-doctor: ΣΠΗΛΙΟΥ ΧΑΡΑΜΗ [1417, 1588, 1509, 1634]
fatigue-heading: ΕΝΑΝΤΙΟΝ ΤΗΣ ΥΠΕΡΚΟΠΩΣΕΩΣ [1365, 779, 1561, 809]
article-text: Κατὰ τὴν τελευταίαν ἐπιθυμίαν τοῦ πολιτικοῦ ἀνδρός, ἐκδηλωθεῖσαν διὰ σημειώματος εὑρεθέντος ἐν τοῖς χαρτοφυλακίοις του, οὐδεὶς στέφανος ἐτέθη ἐπὶ τῆς σοροῦ. [311, 1332, 554, 1405]
calendar-weekday: ΚΥΡΙΑΚΗ [227, 181, 292, 197]
article-text: Ὁμολογοῦν χωρὶς ὅτι ἡ πλειοψηφία μᾶς ἐξέλεξε καὶ τοὺς ὑπολοίπους ἰατροὺς τοῦ Νοσοκομείου, οἱ ὁποῖοι θὰ ἀναλάβουν τὰ καθήκοντά των ἀπὸ τῆς προσεχοῦς ἑβδομάδος. [573, 1040, 819, 1114]
eye-ad-title: ΥΦΗΓΗΤΟΥ [1424, 1635, 1502, 1651]
price-right: 4,80 [1541, 1021, 1626, 1062]
masthead-title: ΣΚΡΙΠ [718, 12, 892, 57]
funeral-headline: Η ΚΗΔΕΙΑ [341, 80, 524, 131]
article-text: Οἱ γεννήτορές του Ἰω. Παπαδάκη ἦσαν κλεινοὶ ἀγωνισταὶ καὶ ἐνέκλειον ἐν τῇ ψυχῇ των τὴν φλόγα τῆς ἐλευθερίας, ἢν μετέδωκαν εἰς τὸν υἱόν των. [838, 896, 1084, 954]
article-text: ΔΗΜΟΤΙΚΟΝ.—Μέλπω Πρίντζ. ὥραν 9 1/2 μ.μ. ἡ ἐκτακτος συναυλία τῆς Πολυδώρου καὶ τοῦ Πολυκρατείου μὲ τὴν σύμπραξιν τοῦ Διαδόχου ἐν τῷ Δημοτ. Θεάτρῳ καὶ τῆς ὑποῖας αἱ εἰσπράξεις θὰ διατεθοῦν ὑπὲρ τῶν ἀπόρων τῆς πόλεως. Τὸ πρόγραμμα κατηρτίσθη ἐπιμελῶς. [49, 761, 292, 878]
divider [311, 1651, 554, 1652]
calendar-heading: ΗΜΕΡΟΛΟΓΙΟΝ [49, 133, 292, 162]
article-text: Τὴν 10ην π.μ. τῆς χθὲς ἐγένετο σεμνοπρεπὴς καὶ λίαν ἐπιβλητικὴ ἡ κηδεία τοῦ ἀοιδίμου Εἰσαγγελέως τῶν ἐνταῦθα Ἐφετῶν Ἀλεξάνδρου Καρατζᾶ ἐκ τῆς ἐπὶ τῆς ὁδοῦ Κριεζώτου καὶ ὑπ' ἀριθ. 2 οἰκίας του. [311, 217, 554, 305]
eye-ad-headline-2: ΝΟΣΗΜΑΤΑ [1405, 1371, 1521, 1396]
ad-text: Τὸ ἐργαστήριον κ. Δ. Ἀνδρουλάκη πλησίον τοῦ Ἁγίου Θεοδώρου ἀνεκαίνισε τελείως καὶ ἐκθέτει ὅλα τὰ χημικὰ προϊόντα καὶ ἀρώματα ἐκλεκτότερα. [1103, 475, 1346, 548]
eye-ad-headline: ΟΦΘΑΛΜΙΚΑ [1386, 1335, 1548, 1371]
article-text: Κατὰ τηλεγράφημα ἐκ Βουδαπέστης πρὸς τὸ Ἀθηναϊκὸν Πρακτορεῖον ἐκρήξις ἐγένετο εἰς μεταλλικὰ ὀρυχεῖα τῆς Λύκ. ἐπέφερε τὸν θάνατον 40 ἐργατῶν. [49, 1179, 292, 1238]
calendar-saint: Τῶν 70 Ἀποστόλ. [204, 196, 292, 208]
divider [573, 266, 819, 269]
lieutenant-heading: ΝΕΟΣ ΥΠΑΣΠΙΣΤΗΣ [75, 1241, 266, 1266]
article-text: Τὰ βιβλιάρια θὰ χορηγῶνται μέχρι τῆς 31ης Ἰανουαρίου καθημερινῶς ἀπὸ τῆς πρωίας μέχρι τῆς 6ης ἑσπερινῆς ὥρας. [573, 1472, 819, 1516]
ad-text: Ι. ΡΑΠΑΚΟΥΛΙΑΣ ἰατρὸς — Εἰδικὸς παθολογικῶν καὶ παιδικῶν νοσημάτων. Ἐπὶ μακρὸν ἐν Εὐρώπῃ ἀσχοληθεὶς εἰς τὰ νοσήματα ταῦτα. Ὥραι ἐπισκέψεως 9—10 π.μ. 3—4 μ.μ. [1103, 855, 1346, 943]
ad-text: Ὁ κ. Γ. Καλαμπούνης εἰδικὸς ἰατρὸς τῶν νοσημάτων τοῦ στομάχου καὶ ἐντέρων. Ὁδὸς Νικηφόρου 8, Ὥραι 9—11 π.μ. 4—6 μ.μ. [1103, 948, 1346, 1022]
candidates-heading: ΟΙ ΥΠΟΨΗΦΙΟΙ ΕΙΣΑΓΓΕΛΕΙΣ [333, 1553, 532, 1569]
column-4 [829, 79, 1094, 2089]
